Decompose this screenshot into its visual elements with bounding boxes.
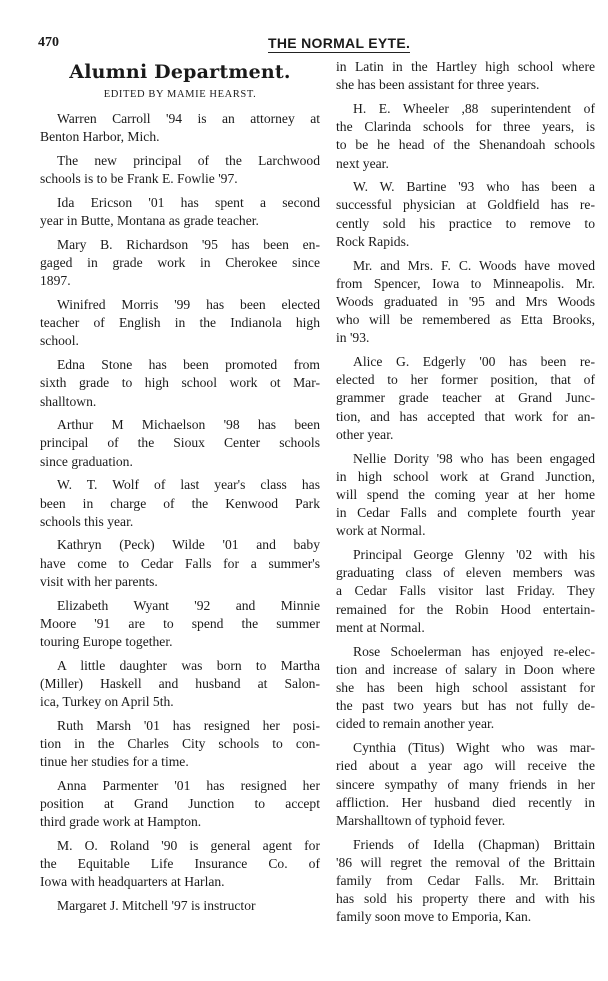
text-line: year in Butte, Montana as grade teacher. [40,213,259,229]
text-line: gaged in grade work in Cherokee since [40,255,320,271]
text-line: work at Normal. [336,523,426,539]
text-line: Ida Ericson '01 has spent a second [57,195,320,211]
text-line: shalltown. [40,393,97,409]
text-line: the Equitable Life Insurance Co. of [40,856,320,872]
text-line: she has been high school assistant for [336,680,595,695]
text-line: sincere sympathy of many friends in her [336,776,595,792]
text-line: principal of the Sioux Center schools [40,435,320,451]
text-line: Nellie Dority '98 who has been engaged [353,450,595,466]
news-item [40,657,320,712]
text-line: Kathryn (Peck) Wilde '01 and baby [57,537,320,553]
text-line: Mary B. Richardson '95 has been en- [57,236,320,252]
text-line: has sold his property there and with his [336,891,595,907]
text-line: Edna Stone has been promoted from [57,357,320,373]
text-line: grammer grade teacher at Grand Junc- [336,390,595,406]
text-line: family from Cedar Falls. Mr. Brittain [336,873,595,889]
text-line: teacher of English in the Indianola high [40,315,320,331]
text-line: ried about a year ago will receive the [336,758,595,774]
text-line: successful physician at Goldfield has re- [336,197,595,213]
text-line: Rock Rapids. [336,233,410,249]
text-line: Ruth Marsh '01 has resigned her posi- [57,717,320,733]
text-line: the past two years but has not fully de- [336,698,595,714]
text-line: Margaret J. Mitchell '97 is instructor [57,898,256,914]
news-item [336,100,595,173]
text-line: ica, Turkey on April 5th. [40,694,174,710]
text-line: since graduation. [40,453,133,469]
news-item [336,739,595,830]
text-line: Cynthia (Titus) Wight who was mar- [353,740,595,756]
text-line: A little daughter was born to Martha [57,657,320,673]
news-item [40,476,320,531]
text-line: position at Grand Junction to accept [40,796,320,812]
text-line: tinue her studies for a time. [40,754,189,770]
news-item [336,643,595,734]
text-line: M. O. Roland '90 is general agent for [57,838,320,854]
text-line: '86 will regret the removal of the Brittain [336,854,595,870]
text-line: The new principal of the Larchwood [57,153,320,169]
text-line: third grade work at Hampton. [40,814,202,830]
text-line: Elizabeth Wyant '92 and Minnie [57,597,320,613]
text-line: visit with her parents. [40,573,158,589]
page-number: 470 [38,35,59,50]
text-line: in Latin in the Hartley high school where [336,59,595,74]
text-line: to be he head of the Shenandoah schools [336,137,595,153]
news-item [40,194,320,230]
news-item [336,58,595,94]
text-line: next year. [336,155,389,171]
text-line: ment at Normal. [336,619,425,635]
editor-byline: EDITED BY MAMIE HEARST. [103,89,257,100]
news-item [40,356,320,411]
text-line: Anna Parmenter '01 has resigned her [57,777,320,793]
news-item [40,110,320,146]
news-item [336,178,595,251]
text-line: been in charge of the Kenwood Park [40,495,320,511]
text-line: remained for the Robin Hood entertain- [336,601,595,617]
text-line: schools is to be Frank E. Fowlie '97. [40,171,238,187]
section-title: Alumni Department. [69,61,291,83]
text-line: cently sold his practice to remove to [336,215,595,231]
news-item [336,546,595,637]
text-line: cided to remain another year. [336,716,495,732]
news-item [40,717,320,772]
news-item [40,837,320,892]
text-line: 1897. [40,273,71,289]
text-line: school. [40,333,79,349]
news-item [40,597,320,652]
text-line: have come to Cedar Falls for a summer's [40,555,320,571]
text-line: who will be remembered as Etta Brooks, [336,312,595,328]
text-line: Moore '91 are to spend the summer [40,615,320,631]
news-item [336,836,595,927]
text-line: in '93. [336,330,370,346]
text-line: affliction. Her husband died recently in [336,794,595,810]
text-line: tion and increase of salary in Doon where [336,661,595,677]
news-item [40,152,320,188]
text-line: Alice G. Edgerly '00 has been re- [353,354,595,370]
running-head: THE NORMAL EYTE. [268,35,411,51]
text-line: Mr. and Mrs. F. C. Woods have moved [353,257,595,273]
text-line: Friends of Idella (Chapman) Brittain [353,836,595,852]
text-line: H. E. Wheeler ,88 superintendent of [353,100,595,116]
text-line: in Cedar Falls and complete fourth year [336,505,595,521]
text-line: (Miller) Haskell and husband at Salon- [40,675,320,691]
text-line: a Cedar Falls visitor last Friday. They [336,583,595,599]
text-line: Rose Schoelerman has enjoyed re-elec- [353,643,595,659]
text-line: she has been assistant for three years. [336,77,540,93]
text-line: tion in the Charles City schools to con- [40,736,320,751]
text-line: Iowa with headquarters at Harlan. [40,874,225,890]
news-item [40,296,320,351]
text-line: schools this year. [40,513,134,529]
text-line: tion, and has accepted that work for an- [336,408,595,424]
text-line: graduating class of eleven members was [336,565,595,581]
text-line: Winifred Morris '99 has been elected [57,297,320,313]
left-column [40,58,320,921]
text-line: from Spencer, Iowa to Minneapolis. Mr. [336,275,595,291]
text-line: W. T. Wolf of last year's class has [57,477,320,493]
text-line: Principal George Glenny '02 with his [353,547,595,563]
text-line: Woods graduated in '95 and Mrs Woods [336,293,595,309]
text-line: Marshalltown of typhoid fever. [336,812,506,828]
text-line: elected to her former position, that of [336,372,595,388]
news-item [40,536,320,591]
news-item [40,777,320,832]
news-item [336,257,595,348]
text-line: Warren Carroll '94 is an attorney at [57,111,320,127]
text-line: family soon move to Emporia, Kan. [336,909,532,925]
news-item [40,416,320,471]
text-line: W. W. Bartine '93 who has been a [353,179,595,195]
text-line: in high school work at Grand Junction, [336,468,595,484]
text-line: the Clarinda schools for three years, is [336,119,595,135]
text-line: will spend the coming year at her home [336,486,595,502]
text-line: touring Europe together. [40,633,173,649]
text-line: other year. [336,426,394,442]
text-line: Benton Harbor, Mich. [40,129,160,145]
news-item [336,450,595,541]
news-item [40,897,320,915]
news-item [336,353,595,444]
text-line: Arthur M Michaelson '98 has been [57,417,320,433]
text-line: sixth grade to high school work ot Mar- [40,375,320,391]
left-paragraphs [40,110,320,915]
right-paragraphs [336,58,595,927]
right-column [336,58,595,932]
news-item [40,236,320,291]
